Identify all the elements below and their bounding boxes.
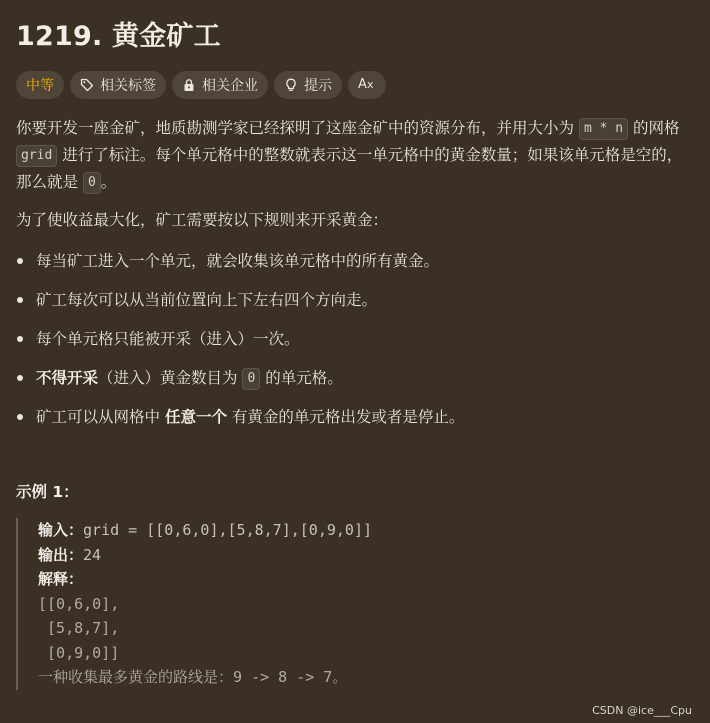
grid-line: [5,8,7], bbox=[38, 619, 120, 637]
input-value: grid = [[0,6,0],[5,8,7],[0,9,0]] bbox=[83, 521, 372, 539]
description-paragraph-1 bbox=[16, 115, 696, 196]
lock-icon bbox=[182, 78, 196, 92]
example-block bbox=[16, 518, 696, 690]
input-label: 输入： bbox=[38, 521, 84, 539]
rule-text: 矿工可以从网格中 bbox=[36, 408, 165, 426]
inline-code-zero: 0 bbox=[242, 368, 260, 390]
description-paragraph-2: 为了使收益最大化，矿工需要按以下规则来开采黄金： bbox=[16, 211, 389, 229]
list-item bbox=[16, 365, 696, 391]
font-toggle-button[interactable] bbox=[348, 71, 386, 99]
problem-page bbox=[16, 0, 696, 690]
hint-label: 提示 bbox=[304, 78, 332, 94]
list-item bbox=[16, 404, 696, 430]
explain-label: 解释： bbox=[38, 570, 84, 588]
description-text: 进行了标注。每个单元格中的整数就表示这一单元格中的黄金数量；如果该单元格是空的，那么就是 bbox=[16, 146, 683, 191]
inline-code-dimensions: m * n bbox=[579, 118, 628, 140]
rule-text: 的单元格。 bbox=[260, 369, 343, 387]
related-companies-label: 相关企业 bbox=[202, 78, 258, 94]
list-item bbox=[16, 287, 696, 313]
rule-text: （进入）黄金数目为 bbox=[98, 369, 243, 387]
tag-icon bbox=[80, 78, 94, 92]
hint-button[interactable] bbox=[274, 71, 342, 99]
inline-code-zero: 0 bbox=[83, 172, 101, 194]
rule-bold-text: 不得开采 bbox=[36, 369, 99, 387]
related-tags-label: 相关标签 bbox=[100, 78, 156, 94]
rule-text: 矿工每次可以从当前位置向上下左右四个方向走。 bbox=[36, 291, 378, 309]
svg-text:x: x bbox=[367, 78, 374, 90]
example-output-line bbox=[38, 543, 696, 568]
description-text: 。 bbox=[100, 173, 117, 191]
inline-code-grid: grid bbox=[16, 145, 57, 167]
rule-bold-text: 任意一个 bbox=[164, 408, 227, 426]
translate-icon bbox=[358, 76, 376, 94]
list-item bbox=[16, 326, 696, 352]
grid-line: [[0,6,0], bbox=[38, 594, 120, 613]
svg-text:A: A bbox=[358, 77, 367, 90]
rule-text: 每个单元格只能被开采（进入）一次。 bbox=[36, 330, 300, 348]
rule-text: 每当矿工进入一个单元，就会收集该单元格中的所有黄金。 bbox=[36, 252, 440, 270]
description-text: 你要开发一座金矿，地质勘测学家已经探明了这座金矿中的资源分布，并用大小为 bbox=[16, 119, 579, 137]
example-title: 示例 1： bbox=[16, 483, 79, 501]
watermark: CSDN @ice___Cpu bbox=[592, 704, 692, 717]
related-companies-button[interactable] bbox=[172, 71, 268, 99]
grid-line: [0,9,0]] bbox=[38, 643, 120, 662]
path-explanation: 一种收集最多黄金的路线是：9 -> 8 -> 7。 bbox=[38, 668, 348, 686]
problem-title: 1219. 黄金矿工 bbox=[16, 21, 221, 52]
rule-text: 有黄金的单元格出发或者是停止。 bbox=[226, 408, 465, 426]
output-value: 24 bbox=[83, 545, 102, 564]
related-tags-button[interactable] bbox=[70, 71, 166, 99]
rules-list bbox=[16, 248, 696, 430]
difficulty-badge[interactable]: 中等 bbox=[16, 71, 64, 99]
example-explain-line bbox=[38, 567, 696, 592]
example-input-line bbox=[38, 518, 696, 543]
description-text: 的网格 bbox=[628, 119, 680, 137]
list-item bbox=[16, 248, 696, 274]
output-label: 输出： bbox=[38, 545, 84, 564]
lightbulb-icon bbox=[284, 78, 298, 92]
tag-bar bbox=[16, 71, 696, 99]
